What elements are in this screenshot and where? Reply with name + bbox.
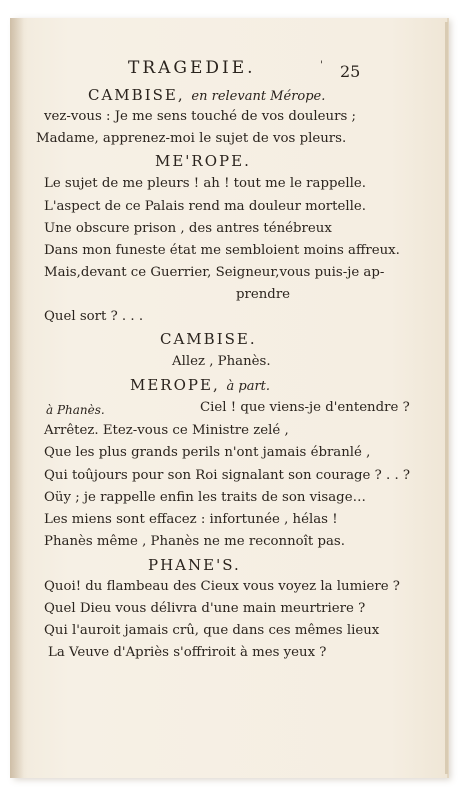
verse-line: Que les plus grands perils n'ont jamais ébranlé , <box>44 445 371 460</box>
verse-line: Les miens sont effacez : infortunée , hélas ! <box>44 512 338 527</box>
speaker-name: MEROPE, <box>130 376 220 394</box>
page-number: 25 <box>340 62 361 81</box>
verse-line: Ciel ! que viens-je d'entendre ? <box>200 400 410 415</box>
verse-line: La Veuve d'Apriès s'offriroit à mes yeux ? <box>48 645 327 660</box>
speaker-name: CAMBISE, <box>88 86 185 104</box>
verse-line: Une obscure prison , des antres ténébreux <box>44 221 332 236</box>
verse-line: Arrêtez. Etez-vous ce Ministre zelé , <box>44 423 289 438</box>
printer-mark: ' <box>320 60 323 71</box>
verse-line-continuation: prendre <box>236 287 291 302</box>
running-head: TRAGEDIE. <box>128 58 256 78</box>
verse-line: L'aspect de ce Palais rend ma douleur mortelle. <box>44 199 366 214</box>
binding-gutter <box>10 18 24 778</box>
verse-line: Le sujet de me pleurs ! ah ! tout me le rappelle. <box>44 176 366 191</box>
verse-line: Oüy ; je rappelle enfin les traits de son visage… <box>44 490 366 505</box>
verse-line: Allez , Phanès. <box>172 354 271 369</box>
verse-line: vez-vous : Je me sens touché de vos douleurs ; <box>44 109 357 124</box>
verse-line: Qui l'auroit jamais crû, que dans ces mêmes lieux <box>44 623 380 638</box>
verse-line: Mais,devant ce Guerrier, Seigneur,vous puis-je ap- <box>44 265 385 280</box>
speaker-merope-aside <box>130 376 270 394</box>
verse-line: Qui toûjours pour son Roi signalant son courage ? . . ? <box>44 468 411 483</box>
stage-direction: à part. <box>226 379 271 394</box>
verse-line: Phanès même , Phanès ne me reconnoît pas. <box>44 534 345 549</box>
speaker-merope: ME'ROPE. <box>155 152 251 170</box>
verse-line: Quel Dieu vous délivra d'une main meurtriere ? <box>44 601 366 616</box>
verse-line: Madame, apprenez-moi le sujet de vos pleurs. <box>36 131 347 146</box>
speaker-cambise <box>88 86 325 104</box>
stage-direction: à Phanès. <box>46 403 105 417</box>
verse-line: Quoi! du flambeau des Cieux vous voyez la lumiere ? <box>44 579 400 594</box>
stage-direction: en relevant Mérope. <box>191 89 326 104</box>
verse-line: Quel sort ? . . . <box>44 309 144 324</box>
speaker-phanes: PHANE'S. <box>148 556 241 574</box>
verse-line: Dans mon funeste état me sembloient moins affreux. <box>44 243 400 258</box>
page-edge <box>445 22 448 774</box>
speaker-cambise: CAMBISE. <box>160 330 257 348</box>
